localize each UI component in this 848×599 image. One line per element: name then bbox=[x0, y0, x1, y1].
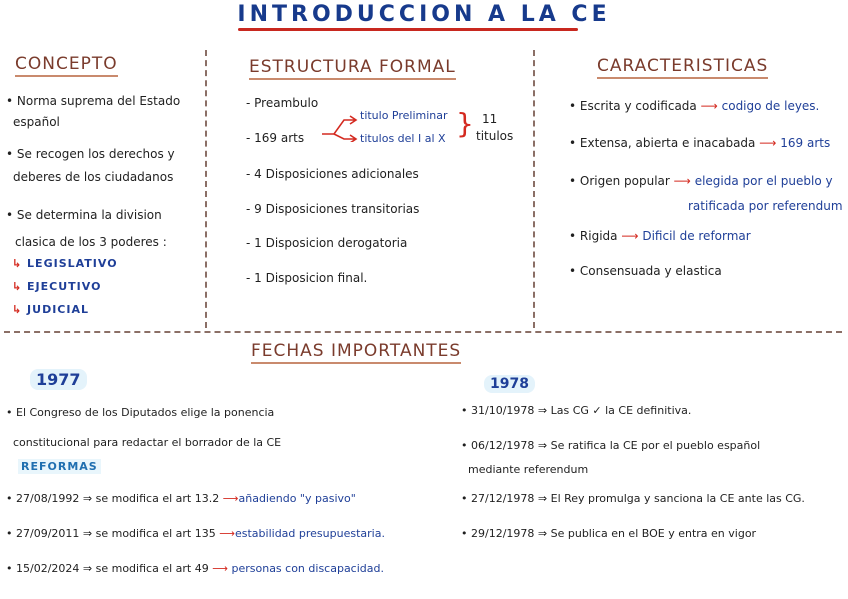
divider-right bbox=[533, 50, 535, 328]
power-judicial: ↳ JUDICIAL bbox=[12, 303, 89, 316]
reformas-label: REFORMAS bbox=[18, 459, 101, 474]
concepto-b3-line1: Se determina la division bbox=[16, 208, 162, 222]
concepto-heading: CONCEPTO bbox=[15, 54, 118, 77]
event-1978-1: • 31/10/1978 ⇒ Las CG ✓ la CE definitiva. bbox=[461, 404, 692, 417]
estructura-item-3: - 4 Disposiciones adicionales bbox=[246, 167, 419, 181]
titulos-count: 11 bbox=[482, 112, 498, 126]
event-1978-2: • 06/12/1978 ⇒ Se ratifica la CE por el pueblo español bbox=[461, 439, 761, 452]
split-arrow-icon bbox=[320, 112, 360, 142]
titulos-label: titulos bbox=[476, 129, 514, 143]
event-1978-4: • 29/12/1978 ⇒ Se publica en el BOE y entra en vigor bbox=[461, 527, 757, 540]
event-1978-3: • 27/12/1978 ⇒ El Rey promulga y sanciona la CE ante las CG. bbox=[461, 492, 805, 505]
caracteristica-1: • Escrita y codificada ⟶ codigo de leyes. bbox=[569, 99, 820, 113]
caracteristica-4: • Rigida ⟶ Dificil de reformar bbox=[569, 229, 751, 243]
concepto-bullet-2: • Se recogen los derechos y bbox=[6, 147, 175, 161]
page-title: INTRODUCCION A LA CE bbox=[237, 2, 611, 27]
estructura-sub-1: titulo Preliminar bbox=[360, 109, 448, 122]
caracteristica-3: • Origen popular ⟶ elegida por el pueblo y bbox=[569, 174, 833, 188]
power-legislativo: ↳ LEGISLATIVO bbox=[12, 257, 118, 270]
concepto-b3-line2: clasica de los 3 poderes : bbox=[15, 235, 167, 249]
divider-left bbox=[205, 50, 207, 328]
estructura-item-5: - 1 Disposicion derogatoria bbox=[246, 236, 408, 250]
concepto-bullet-1: • Norma suprema del Estado bbox=[6, 94, 181, 108]
estructura-item-2: - 169 arts bbox=[246, 131, 305, 145]
divider-horizontal bbox=[4, 331, 842, 333]
concepto-bullet-3: • Se determina la division bbox=[6, 208, 162, 222]
estructura-item-6: - 1 Disposicion final. bbox=[246, 271, 368, 285]
reforma-1: • 27/08/1992 ⇒ se modifica el art 13.2 ⟶añadiendo "y pasivo" bbox=[6, 492, 356, 505]
reforma-3: • 15/02/2024 ⇒ se modifica el art 49 ⟶ personas con discapacidad. bbox=[6, 562, 384, 575]
event-1978-2-line2: mediante referendum bbox=[468, 463, 589, 476]
estructura-sub-2: titulos del I al X bbox=[360, 132, 446, 145]
estructura-item-1: - Preambulo bbox=[246, 96, 319, 110]
estructura-heading: ESTRUCTURA FORMAL bbox=[249, 57, 456, 80]
year-1978: 1978 bbox=[484, 375, 535, 393]
year-1977: 1977 bbox=[30, 369, 87, 390]
concepto-b1-line1: Norma suprema del Estado bbox=[16, 94, 181, 108]
concepto-b1-line2: español bbox=[13, 115, 60, 129]
caracteristica-5: • Consensuada y elastica bbox=[569, 264, 722, 278]
event-1977: • El Congreso de los Diputados elige la ponencia bbox=[6, 406, 275, 419]
concepto-b2-line1: Se recogen los derechos y bbox=[16, 147, 175, 161]
brace-icon: } bbox=[456, 107, 474, 140]
caracteristicas-heading: CARACTERISTICAS bbox=[597, 56, 768, 79]
event-1977-line2: constitucional para redactar el borrador de la CE bbox=[13, 436, 282, 449]
reforma-2: • 27/09/2011 ⇒ se modifica el art 135 ⟶estabilidad presupuestaria. bbox=[6, 527, 385, 540]
caracteristica-2: • Extensa, abierta e inacabada ⟶ 169 arts bbox=[569, 136, 831, 150]
fechas-heading: FECHAS IMPORTANTES bbox=[251, 341, 461, 364]
caracteristica-3-line2: ratificada por referendum bbox=[688, 199, 843, 213]
title-underline bbox=[238, 28, 578, 31]
estructura-item-4: - 9 Disposiciones transitorias bbox=[246, 202, 420, 216]
power-ejecutivo: ↳ EJECUTIVO bbox=[12, 280, 102, 293]
concepto-b2-line2: deberes de los ciudadanos bbox=[13, 170, 174, 184]
